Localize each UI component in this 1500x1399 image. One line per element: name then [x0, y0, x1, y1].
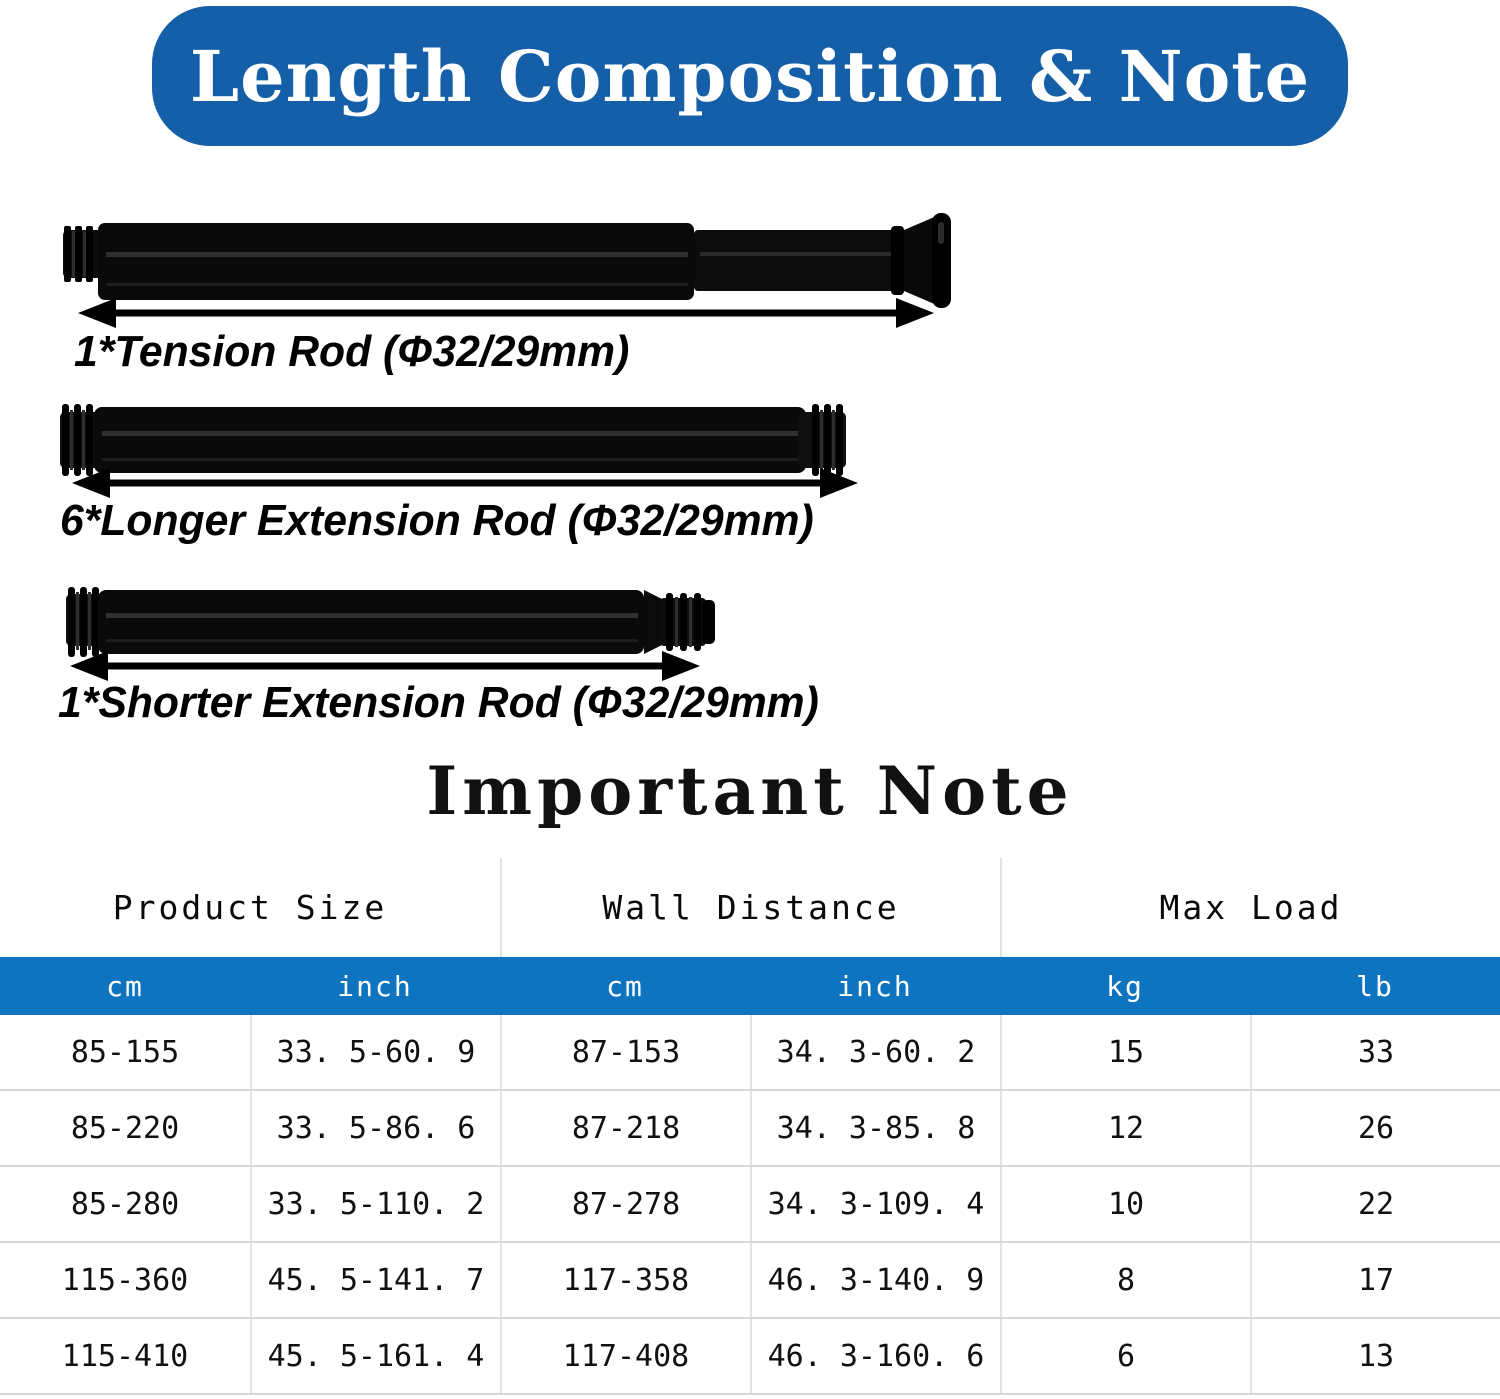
table-subheader-row: [0, 957, 1500, 1015]
table-cell: 6: [1000, 1319, 1250, 1393]
table-cell: 87-153: [500, 1015, 750, 1089]
table-cell: 8: [1000, 1243, 1250, 1317]
table-cell: 87-278: [500, 1167, 750, 1241]
table-cell: 85-220: [70, 1110, 180, 1146]
group-header-max-load: Max Load: [1000, 858, 1500, 957]
length-arrow-icon: [70, 651, 700, 681]
table-cell: 33: [1250, 1015, 1500, 1089]
table-row: [0, 1167, 1500, 1243]
tension-rod-label: 1*Tension Rod (Φ32/29mm): [74, 327, 630, 376]
table-cell: 115-360: [61, 1262, 189, 1298]
table-cell: 17: [1250, 1243, 1500, 1317]
table-cell: 46. 3-140. 9: [750, 1243, 1000, 1317]
table-cell: 12: [1000, 1091, 1250, 1165]
longer-extension-rod-label: 6*Longer Extension Rod (Φ32/29mm): [60, 496, 814, 545]
subheader-cm: cm: [106, 969, 144, 1003]
table-row: [0, 1015, 1500, 1091]
table-cell: 45. 5-161. 4: [250, 1319, 500, 1393]
longer-extension-rod-image: [60, 404, 846, 476]
table-cell: 115-410: [61, 1338, 189, 1374]
tension-rod-image: [63, 213, 951, 308]
table-row: [0, 1319, 1500, 1395]
subheader-kg: kg: [1106, 969, 1144, 1003]
table-cell: 10: [1000, 1167, 1250, 1241]
group-header-product-size: Product Size: [112, 888, 388, 927]
spec-table: [0, 858, 1500, 1395]
group-header-wall-distance: Wall Distance: [500, 858, 1000, 957]
length-arrow-icon: [78, 298, 934, 328]
table-cell: 85-280: [70, 1186, 180, 1222]
table-cell: 85-155: [70, 1034, 180, 1070]
table-cell: 33. 5-110. 2: [250, 1167, 500, 1241]
table-cell: 33. 5-86. 6: [250, 1091, 500, 1165]
table-cell: 15: [1000, 1015, 1250, 1089]
table-cell: 46. 3-160. 6: [750, 1319, 1000, 1393]
table-cell: 45. 5-141. 7: [250, 1243, 500, 1317]
subheader-cm: cm: [606, 969, 644, 1003]
table-cell: 13: [1250, 1319, 1500, 1393]
shorter-extension-rod-image: [66, 587, 715, 657]
table-cell: 22: [1250, 1167, 1500, 1241]
table-cell: 33. 5-60. 9: [250, 1015, 500, 1089]
table-row: [0, 1243, 1500, 1319]
page-title: Length Composition & Note: [189, 34, 1311, 118]
table-cell: 26: [1250, 1091, 1500, 1165]
note-heading: Important Note: [426, 752, 1074, 830]
table-cell: 34. 3-109. 4: [750, 1167, 1000, 1241]
table-row: [0, 1091, 1500, 1167]
table-cell: 34. 3-60. 2: [750, 1015, 1000, 1089]
table-group-header-row: [0, 858, 1500, 957]
table-cell: 117-408: [500, 1319, 750, 1393]
table-cell: 87-218: [500, 1091, 750, 1165]
shorter-extension-rod-label: 1*Shorter Extension Rod (Φ32/29mm): [58, 678, 819, 727]
subheader-inch: inch: [837, 969, 913, 1003]
subheader-inch: inch: [337, 969, 413, 1003]
table-cell: 117-358: [500, 1243, 750, 1317]
subheader-lb: lb: [1356, 969, 1394, 1003]
table-cell: 34. 3-85. 8: [750, 1091, 1000, 1165]
